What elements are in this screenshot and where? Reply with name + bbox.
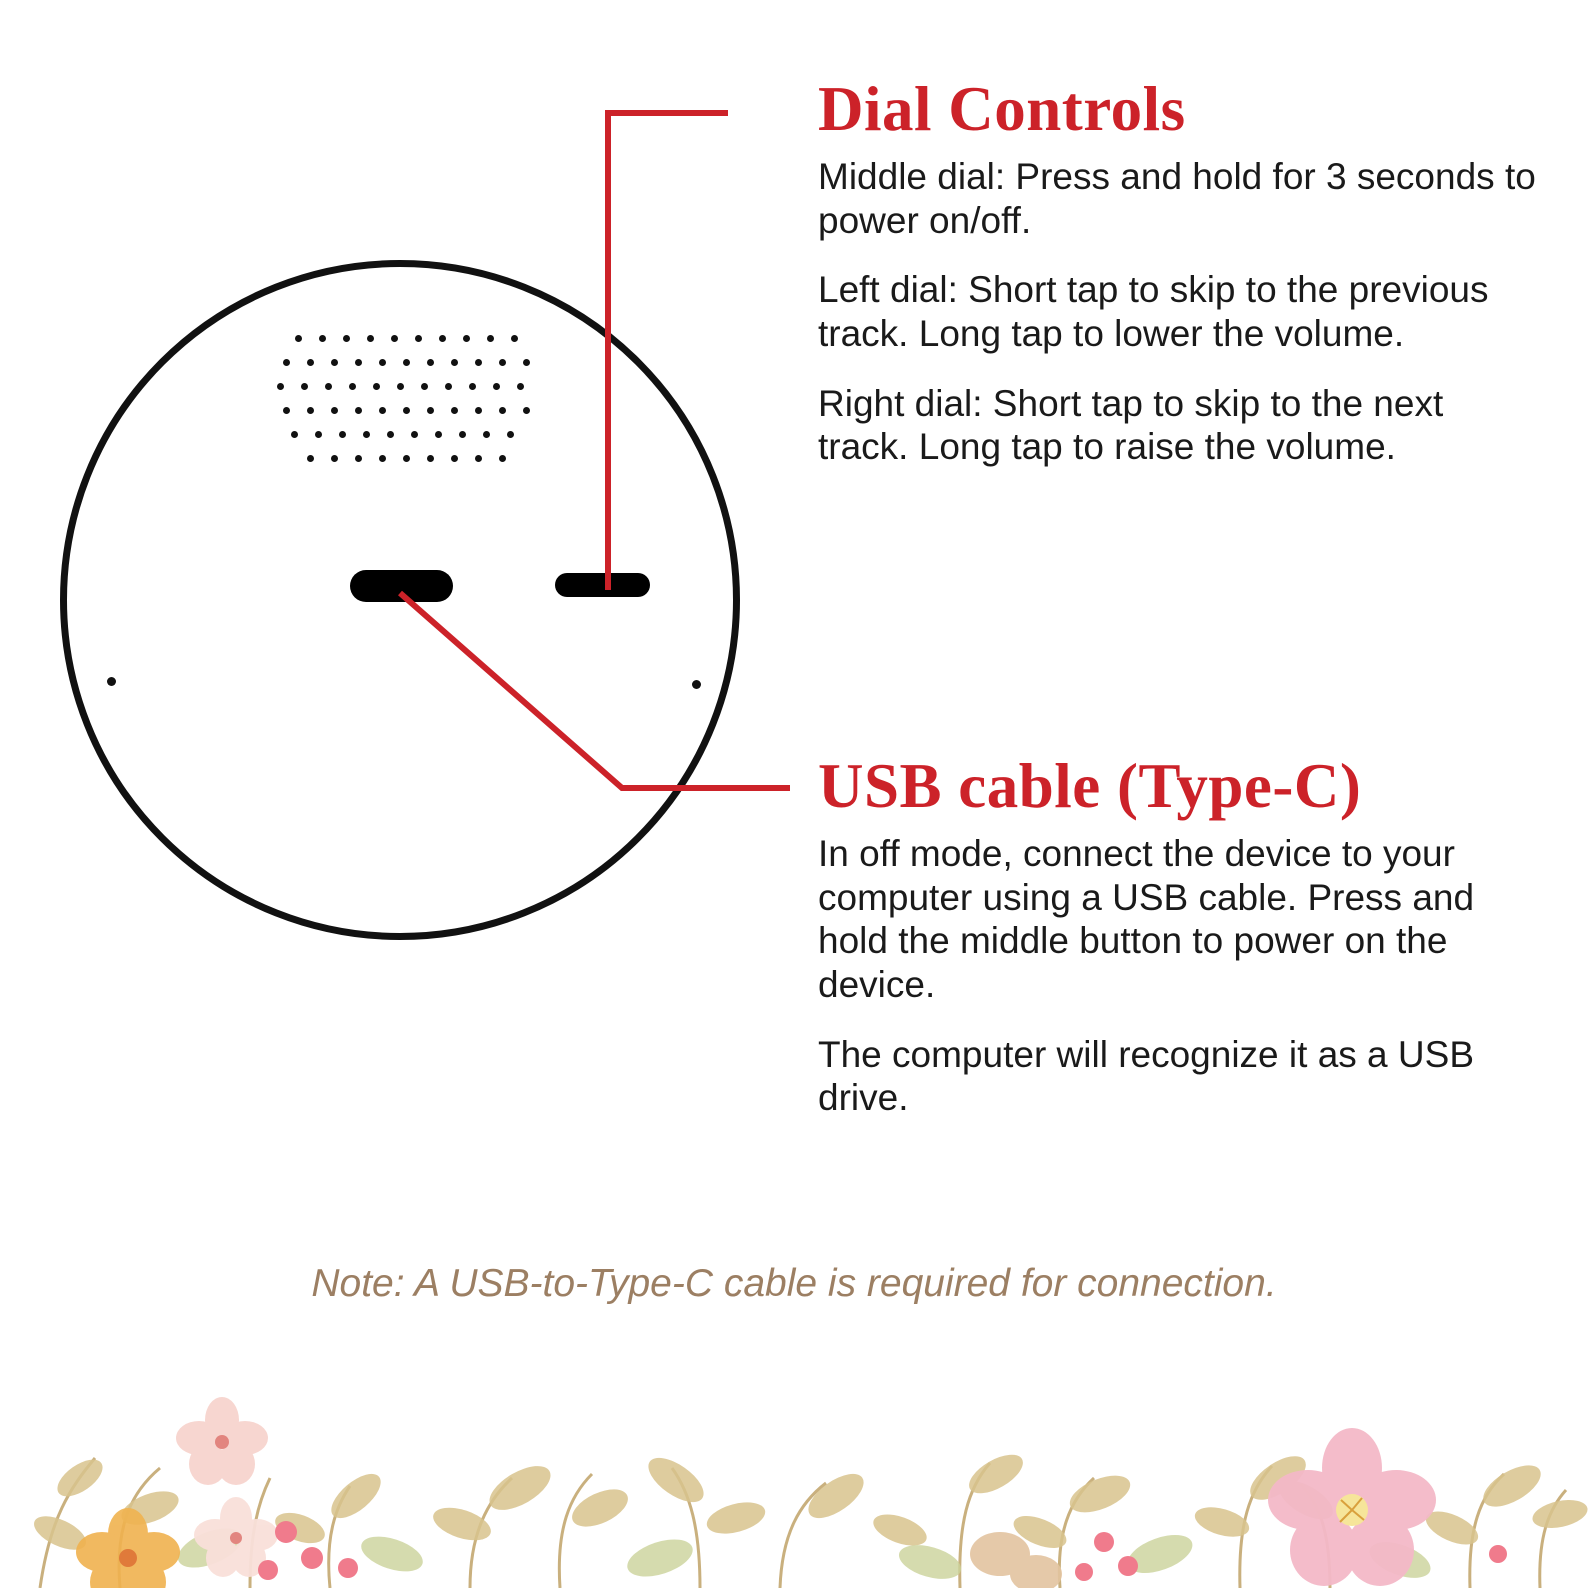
device-illustration [55,255,765,955]
dial-controls-paragraph-1: Middle dial: Press and hold for 3 seconds to power on/off. [818,156,1536,241]
grill-dot [355,359,362,366]
floral-decoration [0,1318,1588,1588]
flower-pink-rose [1268,1428,1436,1586]
grill-dot [411,431,418,438]
grill-dot [373,383,380,390]
grill-dot [343,335,350,342]
grill-dot [295,335,302,342]
grill-dot [493,383,500,390]
grill-dot [427,359,434,366]
grill-dot [523,359,530,366]
screw-right-icon [692,680,701,689]
grill-dot [517,383,524,390]
grill-dot [379,407,386,414]
grill-dot [415,335,422,342]
grill-dot [451,407,458,414]
grill-dot [475,407,482,414]
grill-dot [331,455,338,462]
grill-dot [331,359,338,366]
grill-dot [507,431,514,438]
grill-dot [379,359,386,366]
grill-dot [387,431,394,438]
grill-dot [403,359,410,366]
grill-dot [427,407,434,414]
grill-dot [499,407,506,414]
grill-dot [475,359,482,366]
speaker-grill [277,335,537,475]
grill-dot [475,455,482,462]
grill-dot [349,383,356,390]
grill-dot [523,407,530,414]
grill-dot [469,383,476,390]
grill-dot [487,335,494,342]
dial-controls-block [818,74,1538,495]
grill-dot [463,335,470,342]
grill-dot [301,383,308,390]
grill-dot [355,407,362,414]
left-dial-button[interactable] [350,570,453,602]
grill-dot [307,455,314,462]
grill-dot [339,431,346,438]
grill-dot [397,383,404,390]
grill-dot [435,431,442,438]
middle-dial-button[interactable] [555,573,650,597]
usb-cable-paragraph-2: The computer will recognize it as a USB drive. [818,1033,1474,1119]
flower-blush-1 [176,1397,268,1485]
grill-dot [307,407,314,414]
grill-dot [459,431,466,438]
dial-controls-title: Dial Controls [818,74,1186,144]
grill-dot [511,335,518,342]
grill-dot [403,455,410,462]
grill-dot [307,359,314,366]
dial-controls-paragraph-3: Right dial: Short tap to skip to the next track. Long tap to raise the volume. [818,382,1444,468]
grill-dot [445,383,452,390]
dial-controls-paragraph-2: Left dial: Short tap to skip to the previous track. Long tap to lower the volume. [818,269,1489,354]
grill-dot [331,407,338,414]
usb-cable-title: USB cable (Type-C) [818,751,1362,821]
grill-dot [403,407,410,414]
usb-cable-block [818,751,1538,1146]
grill-dot [421,383,428,390]
footer-note: Note: A USB-to-Type-C cable is required for connection. [311,1262,1277,1305]
grill-dot [367,335,374,342]
grill-dot [325,383,332,390]
grill-dot [283,359,290,366]
flower-peach [76,1508,180,1588]
grill-dot [355,455,362,462]
usb-cable-paragraph-1: In off mode, connect the device to your computer using a USB cable. Press and hold the middle button to power on the device. [818,833,1475,1005]
screw-left-icon [107,677,116,686]
grill-dot [391,335,398,342]
grill-dot [439,335,446,342]
grill-dot [483,431,490,438]
grill-dot [283,407,290,414]
grill-dot [427,455,434,462]
grill-dot [363,431,370,438]
grill-dot [291,431,298,438]
grill-dot [319,335,326,342]
grill-dot [379,455,386,462]
grill-dot [315,431,322,438]
grill-dot [451,455,458,462]
grill-dot [277,383,284,390]
grill-dot [499,359,506,366]
grill-dot [499,455,506,462]
grill-dot [451,359,458,366]
